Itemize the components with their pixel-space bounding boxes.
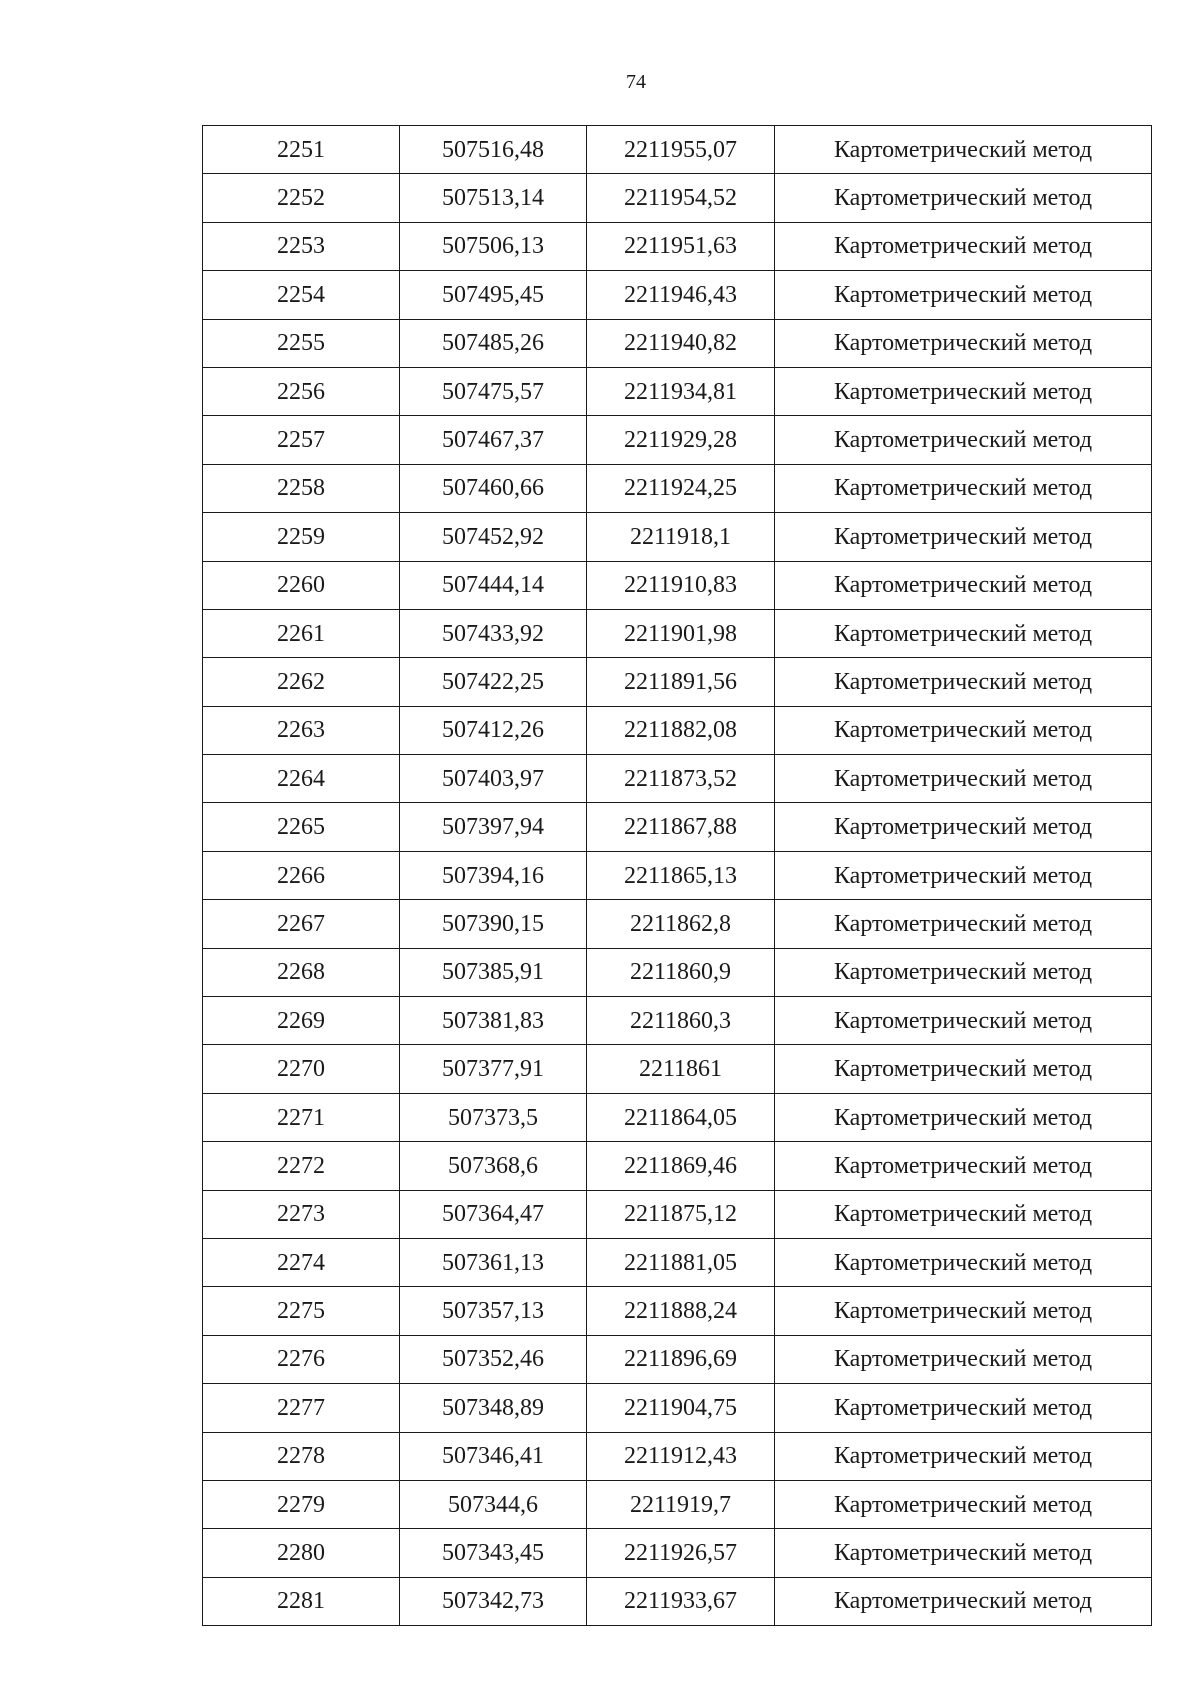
table-row	[203, 609, 1152, 657]
method-cell: Картометрический метод	[775, 1238, 1152, 1286]
x-coordinate-cell: 507342,73	[400, 1577, 587, 1625]
point-number-cell: 2270	[203, 1045, 400, 1093]
y-coordinate-cell: 2211934,81	[587, 367, 775, 415]
table-row	[203, 367, 1152, 415]
point-number-cell: 2278	[203, 1432, 400, 1480]
point-number-cell: 2273	[203, 1190, 400, 1238]
method-cell: Картометрический метод	[775, 367, 1152, 415]
point-number-cell: 2254	[203, 271, 400, 319]
y-coordinate-cell: 2211933,67	[587, 1577, 775, 1625]
table-row	[203, 222, 1152, 270]
point-number-cell: 2269	[203, 997, 400, 1045]
table-row	[203, 513, 1152, 561]
y-coordinate-cell: 2211929,28	[587, 416, 775, 464]
method-cell: Картометрический метод	[775, 271, 1152, 319]
point-number-cell: 2266	[203, 851, 400, 899]
table-row	[203, 1529, 1152, 1577]
point-number-cell: 2274	[203, 1238, 400, 1286]
x-coordinate-cell: 507475,57	[400, 367, 587, 415]
method-cell: Картометрический метод	[775, 1190, 1152, 1238]
table-row	[203, 319, 1152, 367]
y-coordinate-cell: 2211891,56	[587, 658, 775, 706]
table-row	[203, 658, 1152, 706]
table-row	[203, 851, 1152, 899]
method-cell: Картометрический метод	[775, 803, 1152, 851]
method-cell: Картометрический метод	[775, 1432, 1152, 1480]
y-coordinate-cell: 2211901,98	[587, 609, 775, 657]
y-coordinate-cell: 2211926,57	[587, 1529, 775, 1577]
y-coordinate-cell: 2211904,75	[587, 1384, 775, 1432]
table-row	[203, 1287, 1152, 1335]
method-cell: Картометрический метод	[775, 658, 1152, 706]
method-cell: Картометрический метод	[775, 416, 1152, 464]
table-row	[203, 948, 1152, 996]
x-coordinate-cell: 507403,97	[400, 755, 587, 803]
y-coordinate-cell: 2211946,43	[587, 271, 775, 319]
table-row	[203, 1238, 1152, 1286]
point-number-cell: 2277	[203, 1384, 400, 1432]
point-number-cell: 2258	[203, 464, 400, 512]
method-cell: Картометрический метод	[775, 1093, 1152, 1141]
table-row	[203, 1142, 1152, 1190]
method-cell: Картометрический метод	[775, 319, 1152, 367]
method-cell: Картометрический метод	[775, 609, 1152, 657]
x-coordinate-cell: 507513,14	[400, 174, 587, 222]
y-coordinate-cell: 2211875,12	[587, 1190, 775, 1238]
table-row	[203, 271, 1152, 319]
method-cell: Картометрический метод	[775, 948, 1152, 996]
coordinates-table-body	[203, 126, 1152, 1626]
table-row	[203, 706, 1152, 754]
x-coordinate-cell: 507385,91	[400, 948, 587, 996]
method-cell: Картометрический метод	[775, 1480, 1152, 1528]
point-number-cell: 2260	[203, 561, 400, 609]
y-coordinate-cell: 2211954,52	[587, 174, 775, 222]
method-cell: Картометрический метод	[775, 1577, 1152, 1625]
x-coordinate-cell: 507381,83	[400, 997, 587, 1045]
method-cell: Картометрический метод	[775, 1287, 1152, 1335]
y-coordinate-cell: 2211873,52	[587, 755, 775, 803]
table-row	[203, 464, 1152, 512]
method-cell: Картометрический метод	[775, 755, 1152, 803]
point-number-cell: 2281	[203, 1577, 400, 1625]
x-coordinate-cell: 507516,48	[400, 126, 587, 174]
method-cell: Картометрический метод	[775, 900, 1152, 948]
point-number-cell: 2251	[203, 126, 400, 174]
point-number-cell: 2279	[203, 1480, 400, 1528]
point-number-cell: 2271	[203, 1093, 400, 1141]
point-number-cell: 2276	[203, 1335, 400, 1383]
method-cell: Картометрический метод	[775, 1384, 1152, 1432]
x-coordinate-cell: 507344,6	[400, 1480, 587, 1528]
x-coordinate-cell: 507346,41	[400, 1432, 587, 1480]
table-row	[203, 126, 1152, 174]
x-coordinate-cell: 507361,13	[400, 1238, 587, 1286]
y-coordinate-cell: 2211910,83	[587, 561, 775, 609]
table-row	[203, 1480, 1152, 1528]
x-coordinate-cell: 507460,66	[400, 464, 587, 512]
method-cell: Картометрический метод	[775, 1045, 1152, 1093]
point-number-cell: 2256	[203, 367, 400, 415]
y-coordinate-cell: 2211919,7	[587, 1480, 775, 1528]
method-cell: Картометрический метод	[775, 706, 1152, 754]
point-number-cell: 2263	[203, 706, 400, 754]
point-number-cell: 2268	[203, 948, 400, 996]
y-coordinate-cell: 2211940,82	[587, 319, 775, 367]
table-row	[203, 1577, 1152, 1625]
y-coordinate-cell: 2211896,69	[587, 1335, 775, 1383]
point-number-cell: 2275	[203, 1287, 400, 1335]
y-coordinate-cell: 2211918,1	[587, 513, 775, 561]
x-coordinate-cell: 507485,26	[400, 319, 587, 367]
point-number-cell: 2272	[203, 1142, 400, 1190]
y-coordinate-cell: 2211869,46	[587, 1142, 775, 1190]
point-number-cell: 2253	[203, 222, 400, 270]
y-coordinate-cell: 2211881,05	[587, 1238, 775, 1286]
method-cell: Картометрический метод	[775, 997, 1152, 1045]
x-coordinate-cell: 507495,45	[400, 271, 587, 319]
method-cell: Картометрический метод	[775, 1529, 1152, 1577]
method-cell: Картометрический метод	[775, 851, 1152, 899]
point-number-cell: 2265	[203, 803, 400, 851]
coordinates-table	[202, 125, 1152, 1626]
table-row	[203, 1045, 1152, 1093]
table-row	[203, 1432, 1152, 1480]
page-number: 74	[626, 71, 646, 93]
point-number-cell: 2280	[203, 1529, 400, 1577]
x-coordinate-cell: 507368,6	[400, 1142, 587, 1190]
method-cell: Картометрический метод	[775, 561, 1152, 609]
y-coordinate-cell: 2211924,25	[587, 464, 775, 512]
point-number-cell: 2259	[203, 513, 400, 561]
y-coordinate-cell: 2211951,63	[587, 222, 775, 270]
x-coordinate-cell: 507444,14	[400, 561, 587, 609]
table-row	[203, 803, 1152, 851]
point-number-cell: 2262	[203, 658, 400, 706]
x-coordinate-cell: 507422,25	[400, 658, 587, 706]
x-coordinate-cell: 507397,94	[400, 803, 587, 851]
table-row	[203, 174, 1152, 222]
x-coordinate-cell: 507377,91	[400, 1045, 587, 1093]
method-cell: Картометрический метод	[775, 513, 1152, 561]
y-coordinate-cell: 2211888,24	[587, 1287, 775, 1335]
point-number-cell: 2255	[203, 319, 400, 367]
table-row	[203, 1384, 1152, 1432]
point-number-cell: 2257	[203, 416, 400, 464]
table-row	[203, 997, 1152, 1045]
x-coordinate-cell: 507364,47	[400, 1190, 587, 1238]
x-coordinate-cell: 507373,5	[400, 1093, 587, 1141]
x-coordinate-cell: 507343,45	[400, 1529, 587, 1577]
y-coordinate-cell: 2211882,08	[587, 706, 775, 754]
method-cell: Картометрический метод	[775, 222, 1152, 270]
y-coordinate-cell: 2211861	[587, 1045, 775, 1093]
point-number-cell: 2267	[203, 900, 400, 948]
y-coordinate-cell: 2211862,8	[587, 900, 775, 948]
table-row	[203, 755, 1152, 803]
table-row	[203, 1190, 1152, 1238]
point-number-cell: 2261	[203, 609, 400, 657]
method-cell: Картометрический метод	[775, 1335, 1152, 1383]
x-coordinate-cell: 507506,13	[400, 222, 587, 270]
table-row	[203, 561, 1152, 609]
y-coordinate-cell: 2211865,13	[587, 851, 775, 899]
point-number-cell: 2252	[203, 174, 400, 222]
x-coordinate-cell: 507394,16	[400, 851, 587, 899]
x-coordinate-cell: 507452,92	[400, 513, 587, 561]
table-row	[203, 1093, 1152, 1141]
table-row	[203, 416, 1152, 464]
x-coordinate-cell: 507348,89	[400, 1384, 587, 1432]
x-coordinate-cell: 507412,26	[400, 706, 587, 754]
table-row	[203, 900, 1152, 948]
method-cell: Картометрический метод	[775, 1142, 1152, 1190]
y-coordinate-cell: 2211955,07	[587, 126, 775, 174]
method-cell: Картометрический метод	[775, 126, 1152, 174]
point-number-cell: 2264	[203, 755, 400, 803]
method-cell: Картометрический метод	[775, 464, 1152, 512]
y-coordinate-cell: 2211860,9	[587, 948, 775, 996]
x-coordinate-cell: 507433,92	[400, 609, 587, 657]
table-row	[203, 1335, 1152, 1383]
y-coordinate-cell: 2211912,43	[587, 1432, 775, 1480]
method-cell: Картометрический метод	[775, 174, 1152, 222]
x-coordinate-cell: 507467,37	[400, 416, 587, 464]
y-coordinate-cell: 2211864,05	[587, 1093, 775, 1141]
y-coordinate-cell: 2211867,88	[587, 803, 775, 851]
y-coordinate-cell: 2211860,3	[587, 997, 775, 1045]
x-coordinate-cell: 507352,46	[400, 1335, 587, 1383]
x-coordinate-cell: 507357,13	[400, 1287, 587, 1335]
x-coordinate-cell: 507390,15	[400, 900, 587, 948]
